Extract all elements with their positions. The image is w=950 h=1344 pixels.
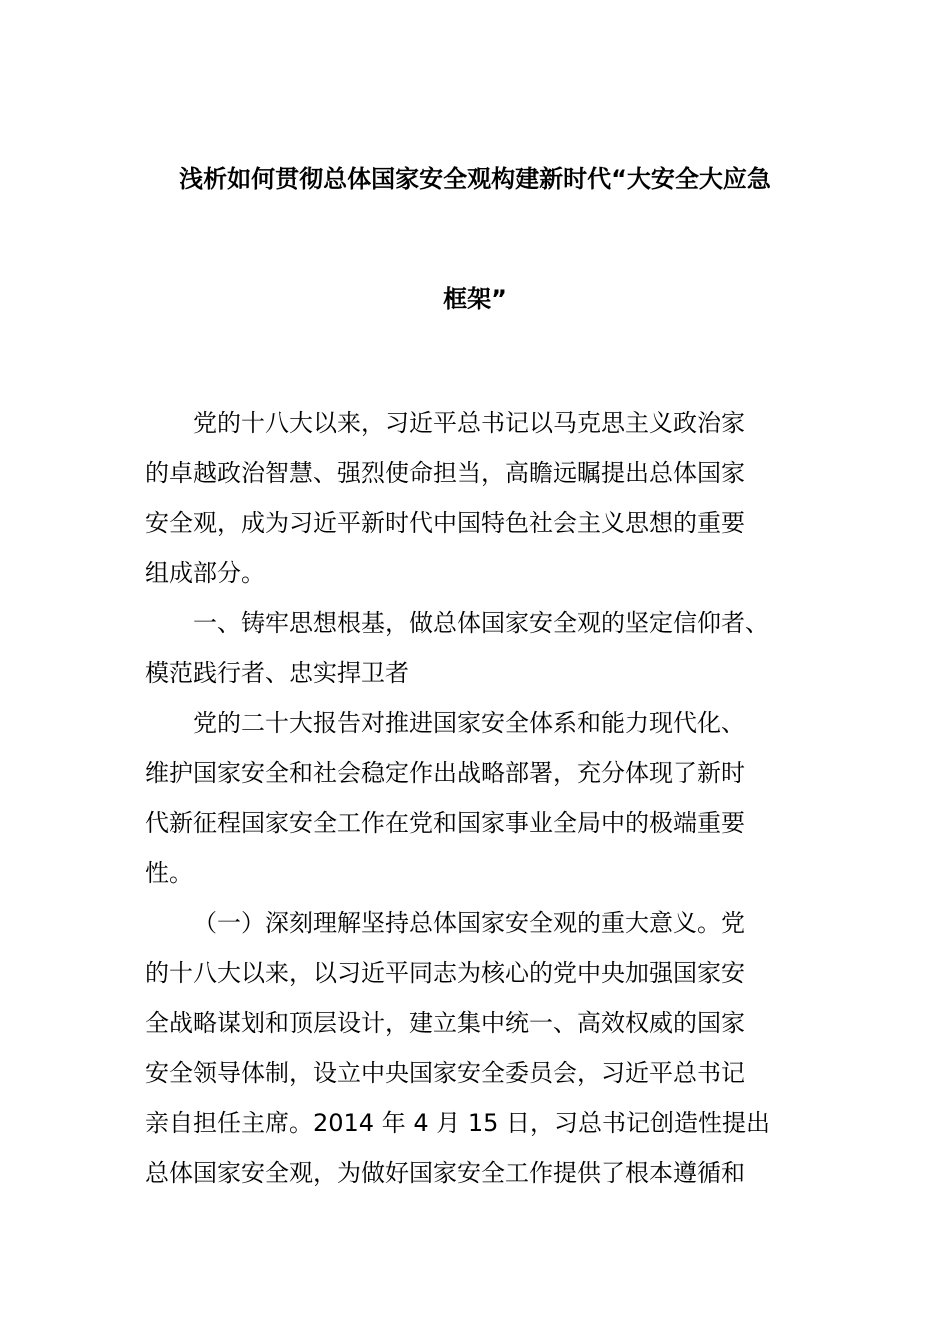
paragraph-line: 的卓越政治智慧、强烈使命担当，高瞻远瞩提出总体国家 xyxy=(145,459,745,487)
paragraph-line: 代新征程国家安全工作在党和国家事业全局中的极端重要 xyxy=(145,809,745,837)
paragraph-line: 的十八大以来，以习近平同志为核心的党中央加强国家安 xyxy=(145,959,745,987)
section-heading-line: 一、铸牢思想根基，做总体国家安全观的坚定信仰者、 xyxy=(193,609,769,637)
paragraph-line: 组成部分。 xyxy=(145,559,265,587)
document-title-line-2: 框架” xyxy=(443,285,507,313)
section-heading-line: 模范践行者、忠实捍卫者 xyxy=(145,659,409,687)
paragraph-line: 安全领导体制，设立中央国家安全委员会，习近平总书记 xyxy=(145,1059,745,1087)
paragraph-line: 全战略谋划和顶层设计，建立集中统一、高效权威的国家 xyxy=(145,1009,745,1037)
paragraph-line: 维护国家安全和社会稳定作出战略部署，充分体现了新时 xyxy=(145,759,745,787)
document-body xyxy=(145,398,813,1198)
paragraph-line: 性。 xyxy=(145,859,193,887)
document-title-line-1: 浅析如何贯彻总体国家安全观构建新时代“大安全大应急 xyxy=(179,165,771,193)
paragraph-line: 党的二十大报告对推进国家安全体系和能力现代化、 xyxy=(193,709,745,737)
paragraph-line: 安全观，成为习近平新时代中国特色社会主义思想的重要 xyxy=(145,509,745,537)
paragraph-line: 党的十八大以来，习近平总书记以马克思主义政治家 xyxy=(193,409,745,437)
paragraph-line: （一）深刻理解坚持总体国家安全观的重大意义。党 xyxy=(193,909,745,937)
paragraph-line: 总体国家安全观，为做好国家安全工作提供了根本遵循和 xyxy=(145,1159,745,1187)
paragraph-line: 亲自担任主席。2014 年 4 月 15 日，习总书记创造性提出 xyxy=(145,1109,771,1137)
